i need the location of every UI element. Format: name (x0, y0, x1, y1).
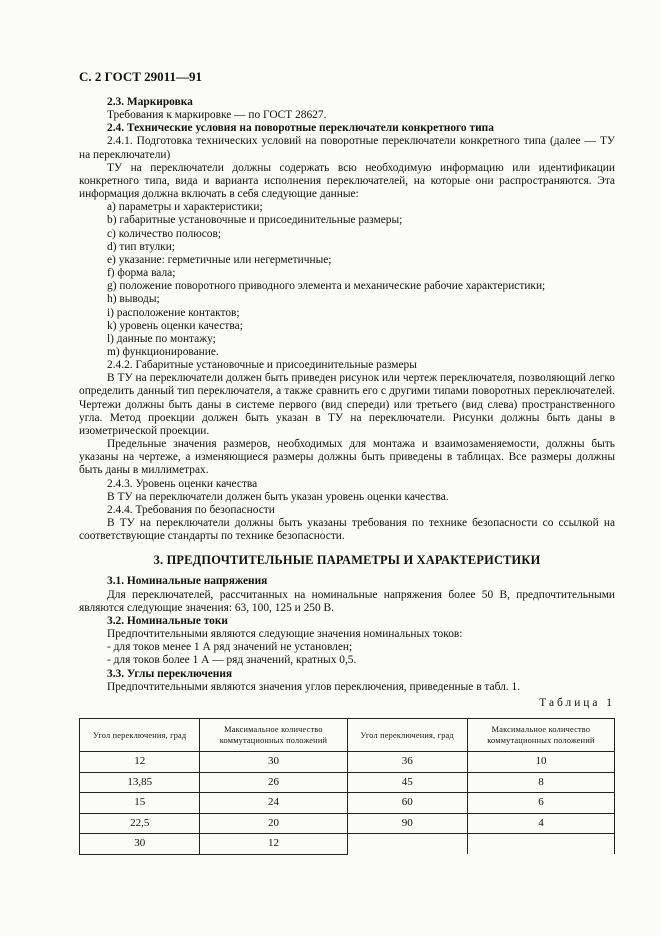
list-item: h) выводы; (107, 293, 160, 306)
table-row (80, 752, 615, 773)
table-header-cell: Угол переключения, град (80, 719, 200, 752)
para-2-4-1: 2.4.1. Подготовка технических условий на поворотные переключатели конкретного типа (далее — ТУ на переключатели) (79, 135, 615, 161)
table-cell: 15 (80, 793, 200, 814)
list-item: b) габаритные установочные и присоединительные размеры; (107, 214, 403, 227)
para-2-4-3-title: 2.4.3. Уровень оценки качества (107, 477, 258, 490)
section-3-1-text: Для переключателей, рассчитанных на номинальные напряжения более 50 В, предпочтительными являются следующие значения: 63, 100, 125 и 250 В. (79, 588, 615, 614)
table-cell: 30 (80, 834, 200, 855)
switching-angles-table (79, 718, 615, 855)
list-item: d) тип втулки; (107, 240, 175, 253)
list-item: f) форма вала; (107, 267, 176, 280)
list-item: g) положение поворотного приводного элемента и механические рабочие характеристики; (107, 280, 546, 293)
section-2-4-title: 2.4. Технические условия на поворотные переключатели конкретного типа (107, 122, 494, 135)
list-item: k) уровень оценки качества; (107, 319, 243, 332)
page-header: С. 2 ГОСТ 29011—91 (79, 69, 202, 84)
section-3-3-title: 3.3. Углы переключения (107, 667, 233, 680)
table-cell: 24 (200, 793, 347, 814)
table-cell: 90 (347, 813, 467, 834)
list-item: c) количество полюсов; (107, 227, 222, 240)
table-cell: 13,85 (80, 772, 200, 793)
table-cell: 26 (200, 772, 347, 793)
table-cell: 12 (200, 834, 347, 855)
list-item: e) указание: герметичные или негерметичные; (107, 253, 332, 266)
section-3-1-title: 3.1. Номинальные напряжения (107, 575, 268, 588)
section-3-heading: 3. ПРЕДПОЧТИТЕЛЬНЫЕ ПАРАМЕТРЫ И ХАРАКТЕРИСТИКИ (153, 553, 541, 568)
table-cell: 20 (200, 813, 347, 834)
table-cell: 30 (200, 752, 347, 773)
table-cell: 8 (467, 772, 614, 793)
section-2-3-title: 2.3. Маркировка (107, 96, 193, 108)
table-cell: 10 (467, 752, 614, 773)
para-2-4-3-text: В ТУ на переключатели должен быть указан уровень оценки качества. (107, 490, 449, 503)
document-body (79, 96, 615, 855)
table-cell: 22,5 (80, 813, 200, 834)
table-row (80, 813, 615, 834)
section-2-3-text: Требования к маркировке — по ГОСТ 28627. (107, 109, 327, 122)
para-2-4-2-text: В ТУ на переключатели должен быть приведен рисунок или чертеж переключателя, позволяющий легко определить данный тип переключателя, а также сравнить его с другими типами поворотных переключателей. Чертежи должны быть даны в системе первого (вид спереди) или третьего (вид слева) пространственного угла. Метод проекции должен быть указан в ТУ на переключатели. Рисунки должны быть даны в изометрической проекции. (79, 372, 615, 437)
table-cell (347, 834, 467, 855)
table-row (80, 772, 615, 793)
para-2-4-4-title: 2.4.4. Требования по безопасности (107, 503, 275, 516)
para-limits: Предельные значения размеров, необходимых для монтажа и взаимозаменяемости, должны быть указаны на чертеже, а изменяющиеся размеры должны быть приведены в таблицах. Все размеры должны быть даны в миллиметрах. (79, 438, 615, 477)
section-3-2-text: Предпочтительными являются следующие значения номинальных токов: (107, 628, 463, 641)
section-3-2-item-b: - для токов более 1 А — ряд значений, кратных 0,5. (107, 654, 357, 667)
para-2-4-4-text: В ТУ на переключатели должны быть указаны требования по технике безопасности со ссылкой на соответствующие стандарты по технике безопасности. (79, 517, 615, 543)
list-item: i) расположение контактов; (107, 306, 240, 319)
table-header-cell: Угол переключения, град (347, 719, 467, 752)
table-cell: 6 (467, 793, 614, 814)
table-row (80, 793, 615, 814)
table-cell (467, 834, 614, 855)
section-3-2-item-a: - для токов менее 1 А ряд значений не установлен; (107, 641, 353, 654)
table-cell: 12 (80, 752, 200, 773)
table-header-cell: Максимальное количество коммутационных положений (200, 719, 347, 752)
table-cell: 60 (347, 793, 467, 814)
table-caption: Таблица 1 (539, 696, 615, 709)
table-header-cell: Максимальное количество коммутационных положений (467, 719, 614, 752)
table-cell: 4 (467, 813, 614, 834)
table-row (80, 834, 615, 855)
list-item: l) данные по монтажу; (107, 332, 216, 345)
table-cell: 36 (347, 752, 467, 773)
section-3-3-text: Предпочтительными являются значения углов переключения, приведенные в табл. 1. (107, 680, 521, 693)
table-header-row (80, 719, 615, 752)
section-3-2-title: 3.2. Номинальные токи (107, 614, 228, 627)
list-item: a) параметры и характеристики; (107, 201, 263, 214)
para-2-4-2-title: 2.4.2. Габаритные установочные и присоединительные размеры (107, 359, 417, 372)
list-item: m) функционирование. (107, 345, 219, 358)
table-cell: 45 (347, 772, 467, 793)
para-tu-content: ТУ на переключатели должны содержать всю необходимую информацию или идентификации конкретного типа, вида и варианта исполнения переключателей, на которые они распространяются. Эта информация должна включать в себя следующие данные: (79, 161, 615, 201)
